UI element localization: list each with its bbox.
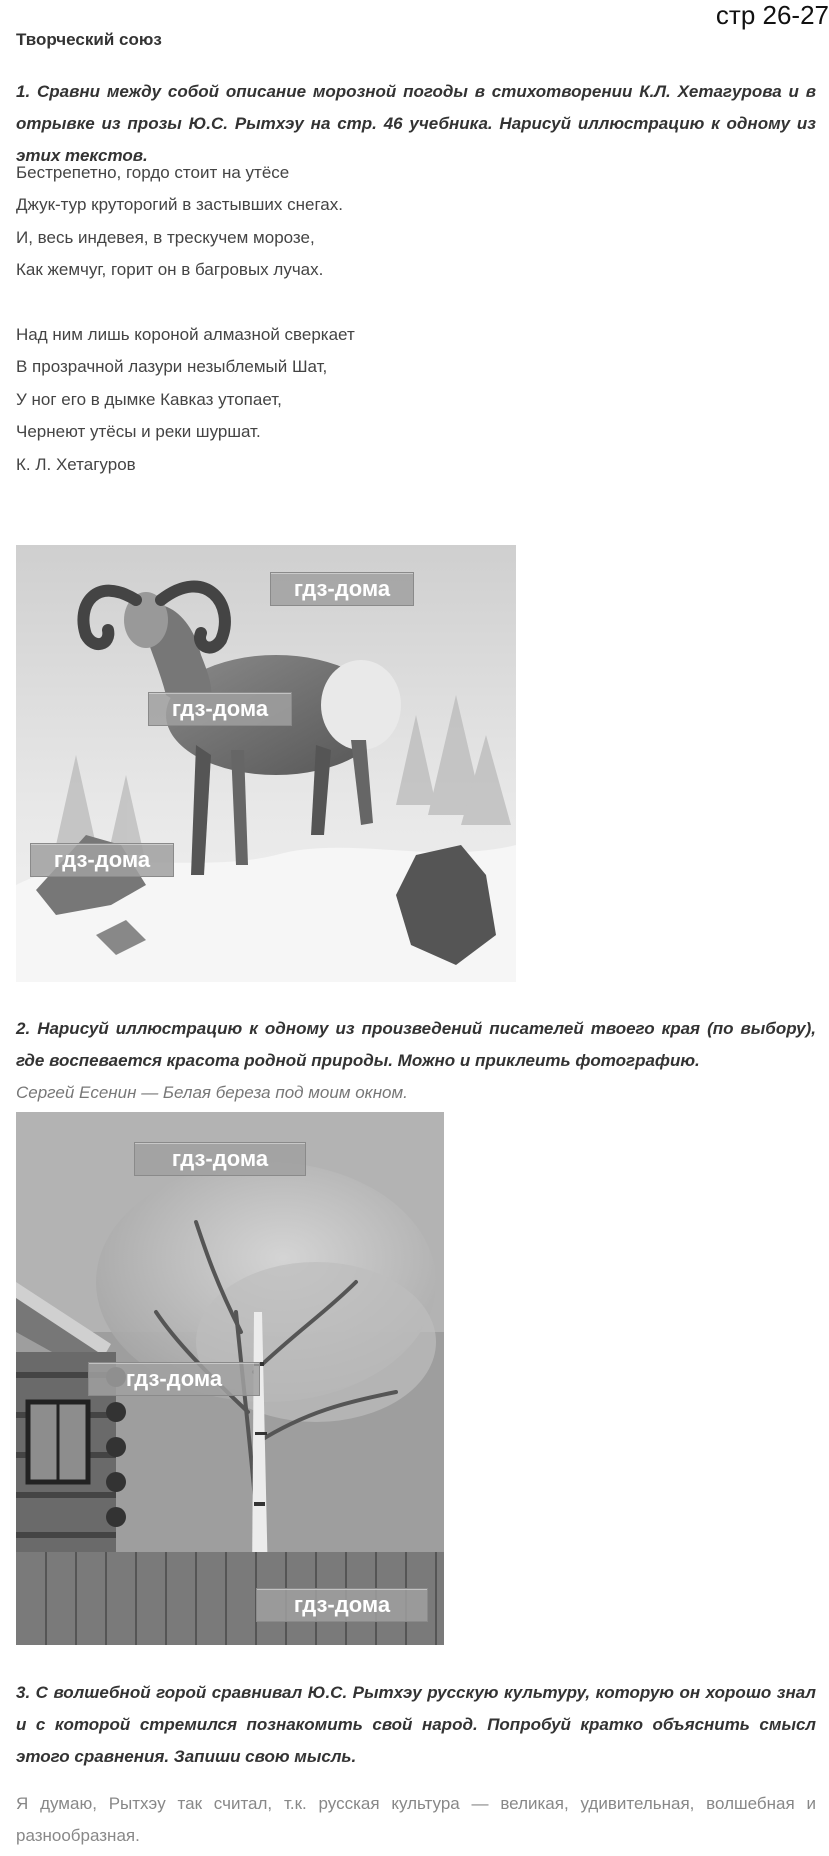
- task-3-answer: Я думаю, Рытхэу так считал, т.к. русская культура — великая, удивительная, волшебная и разнообразная.: [16, 1794, 816, 1845]
- poem: [16, 157, 355, 481]
- watermark: гдз-дома: [270, 572, 414, 606]
- watermark: гдз-дома: [30, 843, 174, 877]
- page-number: стр 26-27: [715, 0, 829, 30]
- task-1-text: 1. Сравни между собой описание морозной погоды в стихотворении К.Л. Хетагурова и в отрывке из прозы Ю.С. Рытхэу на стр. 46 учебника. Нарисуй иллюстрацию к одному из этих текстов.: [16, 82, 816, 165]
- poem-line: Над ним лишь короной алмазной сверкает: [16, 324, 355, 344]
- birch-illustration: [16, 1112, 444, 1645]
- poem-line: [16, 287, 355, 319]
- watermark: гдз-дома: [148, 692, 292, 726]
- task-3-text: 3. С волшебной горой сравнивал Ю.С. Рытхэу русскую культуру, которую он хорошо знал и с которой стремился познакомить свой народ. Попробуй кратко объяснить смысл этого сравнения. Запиши свою мысль.: [16, 1683, 816, 1766]
- task-2-text: 2. Нарисуй иллюстрацию к одному из произведений писателей твоего края (по выбору), где воспевается красота родной природы. Можно и приклеить фотографию.: [16, 1019, 816, 1070]
- poem-line: Как жемчуг, горит он в багровых лучах.: [16, 260, 324, 280]
- ram-drawing: [16, 545, 516, 982]
- section-title: Творческий союз: [16, 30, 162, 49]
- task-2-caption: Сергей Есенин — Белая береза под моим окном.: [16, 1083, 408, 1102]
- poem-line: В прозрачной лазури незыблемый Шат,: [16, 357, 328, 377]
- poem-author: К. Л. Хетагуров: [16, 454, 136, 474]
- poem-line: Джук-тур круторогий в застывших снегах.: [16, 195, 343, 215]
- poem-line: У ног его в дымке Кавказ утопает,: [16, 389, 282, 409]
- poem-line: Чернеют утёсы и реки шуршат.: [16, 422, 261, 442]
- poem-line: И, весь индевея, в трескучем морозе,: [16, 227, 315, 247]
- watermark: гдз-дома: [88, 1362, 260, 1396]
- watermark: гдз-дома: [256, 1588, 428, 1622]
- watermark: гдз-дома: [134, 1142, 306, 1176]
- ram-illustration: [16, 545, 516, 982]
- poem-line: Бестрепетно, гордо стоит на утёсе: [16, 163, 290, 182]
